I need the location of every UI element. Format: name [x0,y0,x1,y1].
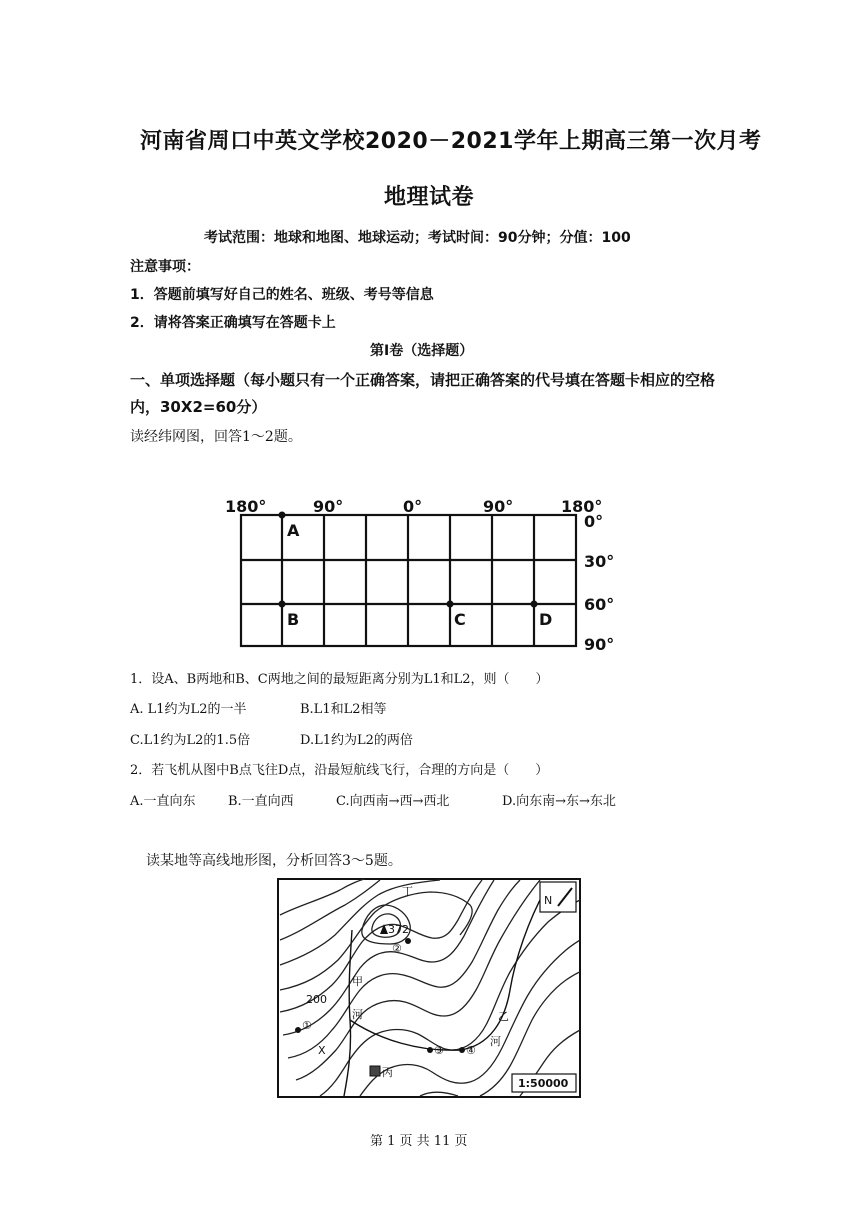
label-x: X [318,1044,326,1057]
q1-option-a: A. L1约为L2的一半 [130,702,247,717]
point-label-b: B [287,610,300,629]
label-1: ① [302,1019,312,1032]
section-heading-line1: 一、单项选择题（每小题只有一个正确答案，请把正确答案的代号填在答题卡相应的空格 [130,371,716,389]
label-jia: 甲 [352,975,363,988]
label-4: ④ [466,1044,476,1057]
point-3-marker [427,1047,433,1053]
lat-label-30: 30° [584,552,615,571]
q2-option-d: D.向东南→东→东北 [502,794,616,809]
lon-label-90-west: 90° [313,497,344,516]
lon-label-0: 0° [403,497,423,516]
graticule-figure [222,492,622,652]
lat-label-60: 60° [584,595,615,614]
q1-option-b: B.L1和L2相等 [300,702,387,717]
page-title: 河南省周口中英文学校2020－2021学年上期高三第一次月考 [140,129,762,154]
point-1-marker [295,1027,301,1033]
label-2: ② [392,942,402,955]
q1-stem: 1．设A、B两地和B、C两地之间的最短距离分别为L1和L2，则（ ） [130,672,549,687]
point-label-c: C [454,610,466,629]
point-4-marker [459,1047,465,1053]
label-bing: 丙 [382,1066,393,1079]
q1-option-d: D.L1约为L2的两倍 [300,733,413,748]
point-d-marker [531,601,538,608]
label-yi: 乙 [498,1010,509,1023]
point-c-marker [447,601,454,608]
label-he-1: 河 [352,1008,363,1021]
lat-label-90: 90° [584,635,615,652]
exam-info: 考试范围：地球和地图、地球运动；考试时间：90分钟；分值：100 [204,230,631,246]
label-200: 200 [306,993,327,1006]
north-label: N [544,894,553,907]
label-peak: 372 [388,923,409,936]
point-a-marker [279,512,286,519]
scale-label: 1:50000 [518,1077,569,1090]
north-arrow [540,882,576,912]
notes-heading: 注意事项： [130,259,200,275]
point-label-d: D [539,610,553,629]
q1-option-c: C.L1约为L2的1.5倍 [130,733,251,748]
q2-stem: 2．若飞机从图中B点飞往D点，沿最短航线飞行，合理的方向是（ ） [130,763,549,778]
part1-heading: 第I卷（选择题） [370,343,474,359]
point-b-marker [279,601,286,608]
page-subtitle: 地理试卷 [384,185,475,210]
q2-option-a: A.一直向东 [130,794,196,809]
point-2-marker [405,938,411,944]
scale-box [512,1074,576,1092]
lat-label-0: 0° [584,512,604,531]
contour-map-figure [274,876,584,1100]
q3-intro: 读某地等高线地形图，分析回答3～5题。 [146,853,402,869]
label-he-2: 河 [490,1035,501,1048]
page-footer: 第 1 页 共 11 页 [370,1134,468,1149]
bing-marker [370,1066,380,1076]
q1-intro: 读经纬网图，回答1～2题。 [130,429,302,445]
lon-label-90-east: 90° [483,497,514,516]
notes-item-1: 1．答题前填写好自己的姓名、班级、考号等信息 [130,287,434,303]
q2-option-c: C.向西南→西→西北 [336,794,450,809]
q2-option-b: B.一直向西 [228,794,294,809]
label-3: ③ [434,1044,444,1057]
label-ding: 丁 [402,885,413,898]
notes-item-2: 2．请将答案正确填写在答题卡上 [130,315,336,331]
section-heading-line2: 内，30X2=60分） [130,398,267,416]
point-label-a: A [287,521,300,540]
lon-label-180-east: 180° [561,497,603,516]
lon-label-180-west: 180° [225,497,267,516]
